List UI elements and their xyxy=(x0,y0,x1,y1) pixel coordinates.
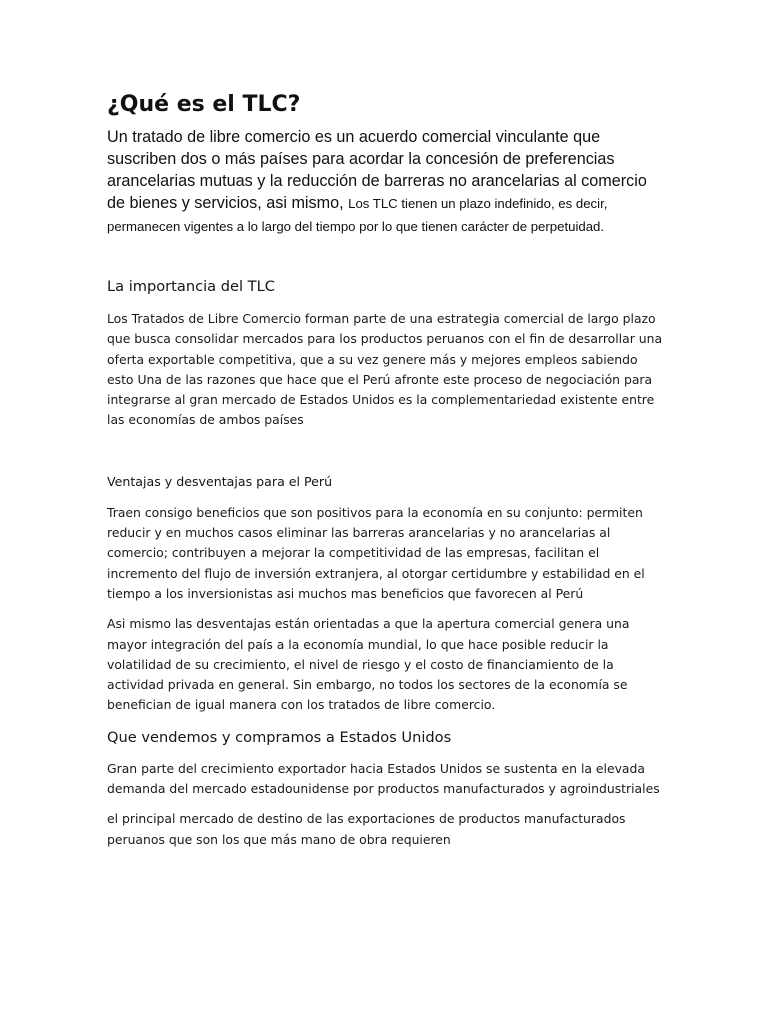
paragraph-ventajas: Traen consigo beneficios que son positivos para la economía en su conjunto: permiten reducir y en muchos casos eliminar las barreras arancelarias y no arancelarias al comercio; contribuyen a mejorar la competitividad de las empresas, facilitan el incremento del flujo de inversión extranjera, al otorgar certidumbre y estabilidad en el tiempo a los inversionistas asi muchos mas beneficios que favorecen al Perú xyxy=(107,504,645,601)
section-heading-ventajas: Ventajas y desventajas para el Perú xyxy=(107,473,333,489)
page-title: ¿Qué es el TLC? xyxy=(107,92,301,117)
paragraph-importancia: Los Tratados de Libre Comercio forman parte de una estrategia comercial de largo plazo que busca consolidar mercados para los productos peruanos con el fin de desarrollar una oferta exportable competitiva, que a su vez genere más y mejores empleos sabiendo esto Una de las razones que hace que el Perú afronte este proceso de negociación para integrarse al gran mercado de Estados Unidos es la complementariedad existente entre las economías de ambos países xyxy=(107,311,663,428)
paragraph-exportador: Gran parte del crecimiento exportador hacia Estados Unidos se sustenta en la elevada demanda del mercado estadounidense por productos manufacturados y agroindustriales xyxy=(107,760,660,797)
paragraph-desventajas: Asi mismo las desventajas están orientadas a que la apertura comercial genera una mayor integración del país a la economía mundial, lo que hace posible reducir la volatilidad de su crecimiento, el nivel de riesgo y el costo de financiamiento de la actividad privada en general. Sin embargo, no todos los sectores de la economía se benefician de igual manera con los tratados de libre comercio. xyxy=(107,616,630,713)
paragraph-mercado-destino: el principal mercado de destino de las exportaciones de productos manufacturados peruanos que son los que más mano de obra requieren xyxy=(107,811,626,847)
intro-paragraph xyxy=(107,126,667,238)
document-page xyxy=(107,90,667,850)
section-heading-vendemos: Que vendemos y compramos a Estados Unidos xyxy=(107,728,452,746)
intro-large-text: Un tratado de libre comercio es un acuerdo comercial vinculante que suscriben dos o más países para acordar la concesión de preferencias arancelarias mutuas y la reducción de barreras no arancelarias al comercio de bienes y servicios, asi mismo, xyxy=(107,128,647,212)
section-heading-importancia: La importancia del TLC xyxy=(107,278,275,295)
intro-small-text: Los TLC tienen un plazo indefinido, es decir, permanecen vigentes a lo largo del tiempo por lo que tienen carácter de perpetuidad. xyxy=(107,196,608,234)
